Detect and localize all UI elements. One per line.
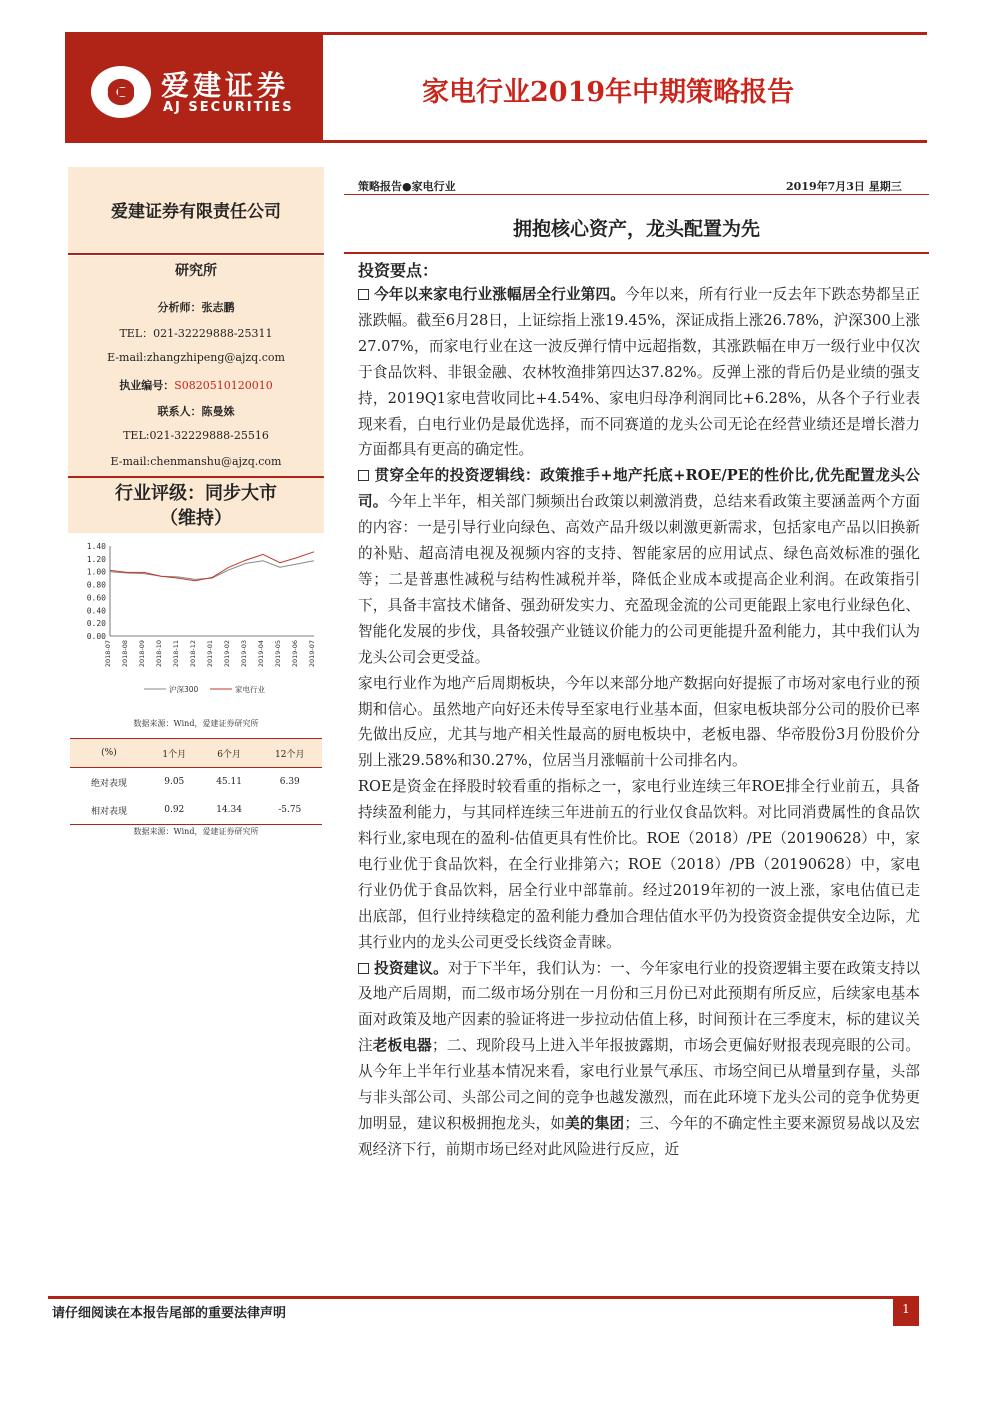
checkbox-icon [358, 963, 369, 974]
x-tick-label: 2018-08 [121, 640, 129, 668]
contact-line [68, 403, 324, 419]
x-tick-label: 2018-10 [155, 640, 163, 668]
x-tick-label: 2019-07 [308, 640, 316, 668]
cert-code: S0820510120010 [174, 379, 273, 392]
table-header-row [70, 739, 322, 768]
y-tick-label: 0.20 [86, 619, 106, 629]
logo-icon [88, 62, 154, 122]
table-cell: 45.11 [216, 777, 242, 787]
chart-source: 数据来源：Wind，爱建证券研究所 [133, 719, 259, 728]
sidebar-divider [68, 253, 324, 255]
paragraph-text: ；二、现阶段马上进入半年报披露期，市场会更偏好财报表现亮眼的公司。从今年上半年行业基本情况来看，家电行业景气承压、市场空间已从增量到存量，头部与非头部公司、头部公司之间的竞争也越发激烈，而在此环境下龙头公司的竞争优势更加明显，建议积极拥抱龙头，如 [358, 1037, 920, 1132]
x-tick-label: 2018-09 [138, 640, 146, 668]
main-title-line [344, 252, 929, 254]
checkbox-icon [358, 289, 369, 300]
legend-label: 家电行业 [235, 685, 265, 694]
checkbox-icon [358, 470, 369, 481]
x-tick-label: 2019-03 [240, 640, 248, 668]
logo-en-text: AJ SECURITIES [163, 100, 294, 115]
analyst-tel: TEL：021-32229888-25311 [119, 327, 273, 340]
table-row [70, 768, 322, 797]
table-header-cell: 6个月 [201, 739, 258, 768]
footer-line [48, 1296, 919, 1299]
sidebar-company-name: 爱建证券有限责任公司 [111, 202, 281, 222]
stock-highlight: 老板电器 [372, 1037, 432, 1055]
table-row [70, 796, 322, 825]
section-title: 投资要点： [358, 261, 439, 280]
paragraph-3: 家电行业作为地产后周期板块，今年以来部分地产数据向好提振了市场对家电行业的预期和信心。虽然地产向好还未传导至家电行业基本面，但家电板块部分公司的股价已率先做出反应，尤其与地产相关性最高的厨电板块中，老板电器、华帝股份3月份股价分别上涨29.58%和30.27%，位居当月涨幅前十公司排名内。 [358, 674, 920, 770]
x-tick-label: 2019-05 [274, 640, 282, 668]
table-header-cell: (%) [70, 739, 148, 768]
table-cell: 0.92 [148, 796, 201, 825]
legend-label: 沪深300 [169, 685, 199, 694]
rating-maintain: （维持） [160, 508, 232, 529]
paragraph-text: ；三、今年的不确定性主要来源贸易战以及宏观经济下行，前期市场已经对此风险进行反应，近 [358, 1115, 920, 1158]
paragraph-heading: 贯穿全年的投资逻辑线：政策推手+地产托底+ROE/PE的性价比,优先配置龙头公司。 [358, 467, 920, 511]
x-tick-label: 2019-01 [206, 640, 214, 668]
analyst-label: 分析师： [157, 301, 202, 314]
paragraph-text: 今年以来，所有行业一反去年下跌态势都呈正涨跌幅。截至6月28日，上证综指上涨19.45%，深证成指上涨26.78%，沪深300上涨27.07%，而家电行业在这一波反弹行情中远超指数，其涨跌幅在申万一级行业中仅次于食品饮料、非银金融、农林牧渔排第四达37.82%。反弹上涨的背后仍是业绩的强支持，2019Q1家电营收同比+4.54%、家电归母净利润同比+6.28%，从各个子行业表现来看，白电行业仍是最优选择，而不同赛道的龙头公司无论在经营业绩还是增长潜力方面都具有更高的确定性。 [358, 286, 920, 459]
analyst-line [68, 299, 324, 315]
paragraph-heading: 投资建议。 [374, 959, 448, 977]
series-line [110, 561, 314, 580]
x-tick-label: 2018-12 [189, 640, 197, 668]
y-tick-label: 1.20 [86, 554, 106, 564]
industry-rating: 行业评级：同步大市 [115, 483, 277, 504]
y-tick-label: 0.40 [86, 606, 106, 616]
paragraph-5 [358, 956, 920, 1163]
table-header-cell: 12个月 [258, 739, 322, 768]
table-cell: 6.39 [279, 777, 300, 787]
paragraph-text: 今年上半年，相关部门频频出台政策以刺激消费，总结来看政策主要涵盖两个方面的内容：一是引导行业向绿色、高效产品升级以刺激更新需求，包括家电产品以旧换新的补贴、超高清电视及视频内容的支持、智能家居的应用试点、绿色高效标准的强化等；二是普惠性减税与结构性减税并举，降低企业成本或提高企业利润。在政策指引下，具备丰富技术储备、强劲研发实力、充盈现金流的公司更能跟上家电行业绿色化、智能化发展的步伐，具备较强产业链议价能力的公司更能提升盈利能力，其中我们认为龙头公司会更受益。 [358, 493, 920, 666]
paragraph-1 [358, 282, 920, 463]
report-title: 家电行业2019年中期策略报告 [422, 77, 795, 108]
row-label: 绝对表现 [90, 778, 127, 789]
x-tick-label: 2018-07 [104, 640, 112, 668]
performance-table [70, 738, 322, 825]
x-tick-label: 2019-06 [291, 640, 299, 668]
table-cell: -5.75 [258, 796, 322, 825]
analyst-name: 张志鹏 [201, 301, 235, 314]
x-tick-label: 2019-04 [257, 640, 265, 668]
cert-label: 执业编号： [119, 379, 175, 392]
sidebar-contact-panel [68, 256, 324, 476]
y-tick-label: 1.00 [86, 567, 106, 577]
performance-chart [72, 538, 322, 698]
contact-tel: TEL:021-32229888-25516 [123, 429, 269, 442]
page-number: 1 [893, 1296, 919, 1326]
contact-name: 陈曼姝 [201, 405, 235, 418]
paragraph-2 [358, 463, 920, 670]
main-body [358, 282, 920, 1163]
x-tick-label: 2018-11 [172, 640, 180, 668]
paragraph-4: ROE是资金在择股时较看重的指标之一，家电行业连续三年ROE排全行业前五，具备持续盈利能力，与其同样连续三年进前五的行业仅食品饮料。对比同消费属性的食品饮料行业,家电现在的盈利-估值更具有性价比。ROE（2018）/PE（20190628）中，家电行业优于食品饮料，在全行业排第六；ROE（2018）/PB（20190628）中，家电行业仍优于食品饮料，居全行业中部靠前。经过2019年初的一波上涨，家电估值已走出底部，但行业持续稳定的盈利能力叠加合理估值水平仍为投资资金提供安全边际，尤其行业内的龙头公司更受长线资金青睐。 [358, 778, 920, 951]
y-tick-label: 0.60 [86, 593, 106, 603]
cert-line [68, 377, 324, 393]
contact-label: 联系人： [157, 405, 202, 418]
analyst-email[interactable]: E-mail:zhangzhipeng@ajzq.com [107, 351, 285, 364]
table-source: 数据来源：Wind，爱建证券研究所 [133, 827, 259, 836]
paragraph-heading: 今年以来家电行业涨幅居全行业第四。 [374, 286, 626, 303]
sidebar-institute: 研究所 [175, 263, 217, 279]
main-header-line [344, 194, 929, 195]
y-tick-label: 0.00 [86, 632, 106, 641]
paragraph-text: 对于下半年，我们认为：一、今年家电行业的投资逻辑主要在政策支持以及地产后周期，而二级市场分别在一月份和三月份已对此预期有所反应，后续家电基本面对政策及地产因素的验证将进一步拉动估值上移，时间预计在三季度末，标的建议关注 [358, 959, 920, 1055]
report-date: 2019年7月3日 星期三 [786, 180, 902, 193]
y-tick-label: 1.40 [86, 542, 106, 551]
table-cell: 14.34 [201, 796, 258, 825]
x-tick-label: 2019-02 [223, 640, 231, 668]
stock-highlight: 美的集团 [565, 1115, 625, 1132]
row-label: 相对表现 [70, 796, 148, 825]
footer-disclaimer: 请仔细阅读在本报告尾部的重要法律声明 [52, 1306, 287, 1321]
logo-cn-text: 爱建证券 [161, 69, 290, 102]
table-header-cell: 1个月 [148, 739, 201, 768]
report-category: 策略报告●家电行业 [358, 180, 456, 193]
y-tick-label: 0.80 [86, 580, 106, 590]
header-bottom-line [65, 140, 927, 143]
contact-email[interactable]: E-mail:chenmanshu@ajzq.com [110, 455, 282, 468]
main-title: 拥抱核心资产，龙头配置为先 [512, 218, 760, 240]
table-cell: 9.05 [164, 777, 185, 787]
